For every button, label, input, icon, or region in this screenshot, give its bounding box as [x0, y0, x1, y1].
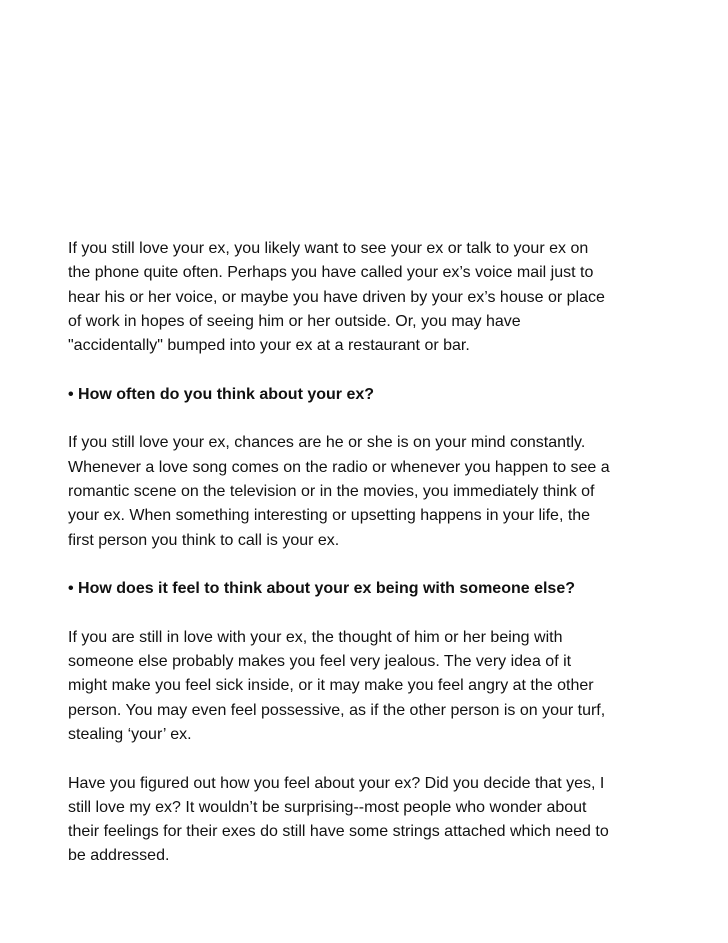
paragraph-gap: [68, 553, 663, 577]
paragraph-conclusion: Have you figured out how you feel about your ex? Did you decide that yes, I still love my ex? It wouldn’t be surprising--most people who wonder about their feelings for their exes do still have some strings attached which need to be addressed.: [68, 774, 609, 865]
paragraph-gap: [68, 747, 663, 771]
paragraph-someone-else: If you are still in love with your ex, the thought of him or her being with someone else probably makes you feel very jealous. The very idea of it might make you feel sick inside, or it may make you feel angry at the other person. You may even feel possessive, as if the other person is on your turf, stealing ‘your’ ex.: [68, 628, 606, 743]
paragraph-gap: [68, 407, 663, 431]
section-heading-someone-else: • How does it feel to think about your ex being with someone else?: [68, 580, 575, 598]
paragraph-gap: [68, 358, 663, 382]
paragraph-intro: If you still love your ex, you likely want to see your ex or talk to your ex on the phone quite often. Perhaps you have called your ex’s voice mail just to hear his or her voice, or maybe you have driven by your ex’s house or place of work in hopes of seeing him or her outside. Or, you may have "accidentally" bumped into your ex at a restaurant or bar.: [68, 240, 605, 355]
section-heading-how-often: • How often do you think about your ex?: [68, 385, 375, 403]
document-body: [68, 237, 663, 869]
paragraph-gap: [68, 601, 663, 625]
paragraph-how-often: If you still love your ex, chances are he or she is on your mind constantly. Whenever a love song comes on the radio or whenever you happen to see a romantic scene on the television or in the movies, you immediately think of your ex. When something interesting or upsetting happens in your life, the first person you think to call is your ex.: [68, 434, 610, 549]
